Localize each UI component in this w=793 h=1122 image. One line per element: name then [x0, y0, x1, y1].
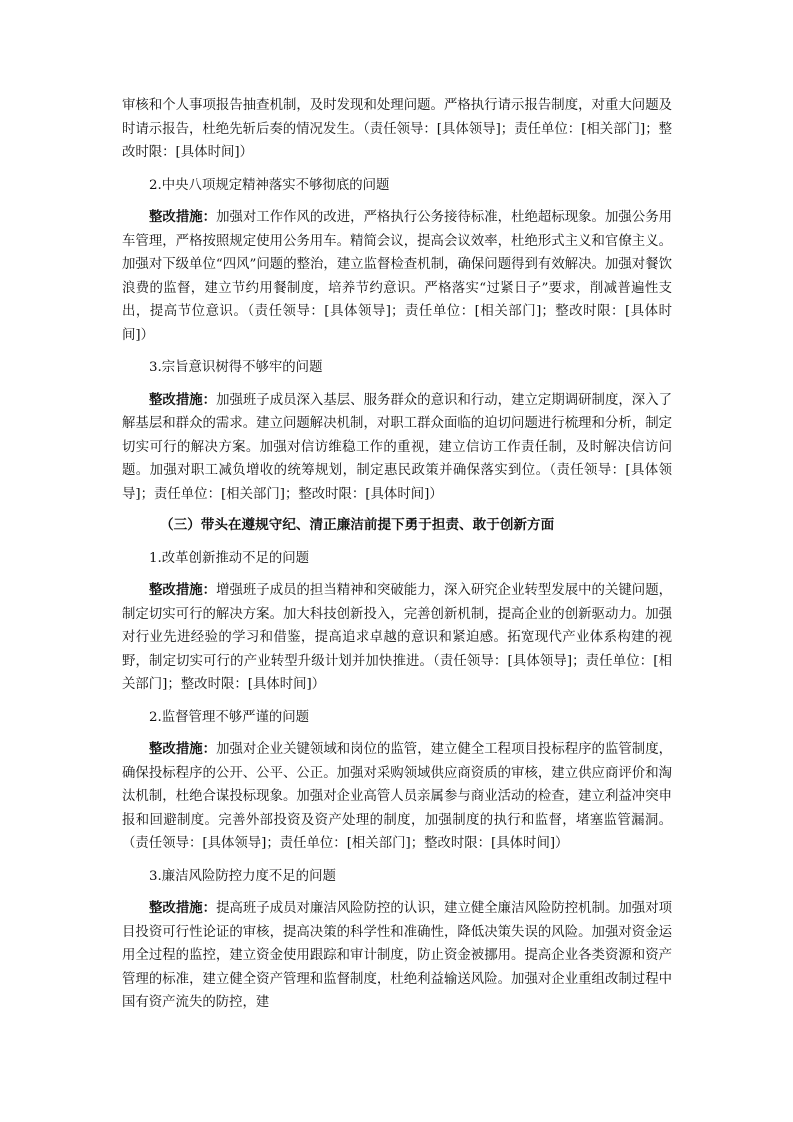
measure-label: 整改措施：	[149, 900, 217, 916]
measure-text: 增强班子成员的担当精神和突破能力，深入研究企业转型发展中的关键问题，制定切实可行的解决方案。加大科技创新投入，完善创新机制，提高企业的创新驱动力。加强对行业先进经验的学习和借鉴，提高追求卓越的意识和紧迫感。拓宽现代产业体系构建的视野，制定切实可行的产业转型升级计划并加快推进。（责任领导：[具体领导]；责任单位：[相关部门]；整改时限：[具体时间]）	[122, 583, 673, 692]
section-heading: （三）带头在遵规守纪、清正廉洁前提下勇于担责、敢于创新方面	[160, 517, 555, 533]
paragraph-continuation: 审核和个人事项报告抽查机制，及时发现和处理问题。严格执行请示报告制度，对重大问题及时请示报告，杜绝先斩后奏的情况发生。（责任领导：[具体领导]；责任单位：[相关部门]；整改时限：[具体时间]）	[122, 98, 672, 160]
measure-paragraph	[122, 738, 672, 856]
document-page	[122, 94, 672, 1015]
measure-label: 整改措施：	[149, 741, 217, 757]
item-heading: 2.监督管理不够严谨的问题	[149, 709, 310, 725]
item-heading: 1.改革创新推动不足的问题	[149, 550, 310, 566]
measure-text: 加强对企业关键领域和岗位的监管，建立健全工程项目投标程序的监管制度，确保投标程序的公开、公平、公正。加强对采购领域供应商资质的审核，建立供应商评价和淘汰机制，杜绝合谋投标现象。加强对企业高管人员亲属参与商业活动的检查，建立利益冲突申报和回避制度。完善外部投资及资产处理的制度，加强制度的执行和监督，堵塞监管漏洞。（责任领导：[具体领导]；责任单位：[相关部门]；整改时限：[具体时间]）	[122, 742, 673, 851]
item-heading: 2.中央八项规定精神落实不够彻底的问题	[149, 177, 390, 193]
measure-label: 整改措施：	[149, 391, 217, 408]
item-heading: 3.廉洁风险防控力度不足的问题	[149, 868, 336, 884]
measure-label: 整改措施：	[149, 582, 217, 598]
measure-paragraph	[122, 206, 672, 347]
measure-paragraph	[122, 897, 672, 1015]
measure-label: 整改措施：	[149, 209, 217, 225]
measure-text: 加强班子成员深入基层、服务群众的意识和行动，建立定期调研制度，深入了解基层和群众的需求。建立问题解决机制，对职工群众面临的迫切问题进行梳理和分析，制定切实可行的解决方案。加强对信访维稳工作的重视，建立信访工作责任制，及时解决信访问题。加强对职工减负增收的统筹规划，制定惠民政策并确保落实到位。（责任领导：[具体领导]；责任单位：[相关部门]；整改时限：[具体时间]）	[122, 392, 673, 502]
measure-text: 加强对工作作风的改进，严格执行公务接待标准，杜绝超标现象。加强公务用车管理，严格按照规定使用公务用车。精简会议，提高会议效率，杜绝形式主义和官僚主义。加强对下级单位“四风”问题的整治，建立监督检查机制，确保问题得到有效解决。加强对餐饮浪费的监督，建立节约用餐制度，培养节约意识。严格落实“过紧日子”要求，削减普遍性支出，提高节位意识。（责任领导：[具体领导]；责任单位：[相关部门]；整改时限：[具体时间]）	[122, 210, 673, 343]
measure-text: 提高班子成员对廉洁风险防控的认识，建立健全廉洁风险防控机制。加强对项目投资可行性论证的审核，提高决策的科学性和准确性，降低决策失误的风险。加强对资金运用全过程的监控，建立资金使用跟踪和审计制度，防止资金被挪用。提高企业各类资源和资产管理的标准，建立健全资产管理和监督制度，杜绝利益输送风险。加强对企业重组改制过程中国有资产流失的防控，建	[122, 901, 673, 1010]
measure-paragraph	[122, 389, 672, 507]
measure-paragraph	[122, 579, 672, 697]
item-heading: 3.宗旨意识树得不够牢的问题	[149, 360, 323, 375]
